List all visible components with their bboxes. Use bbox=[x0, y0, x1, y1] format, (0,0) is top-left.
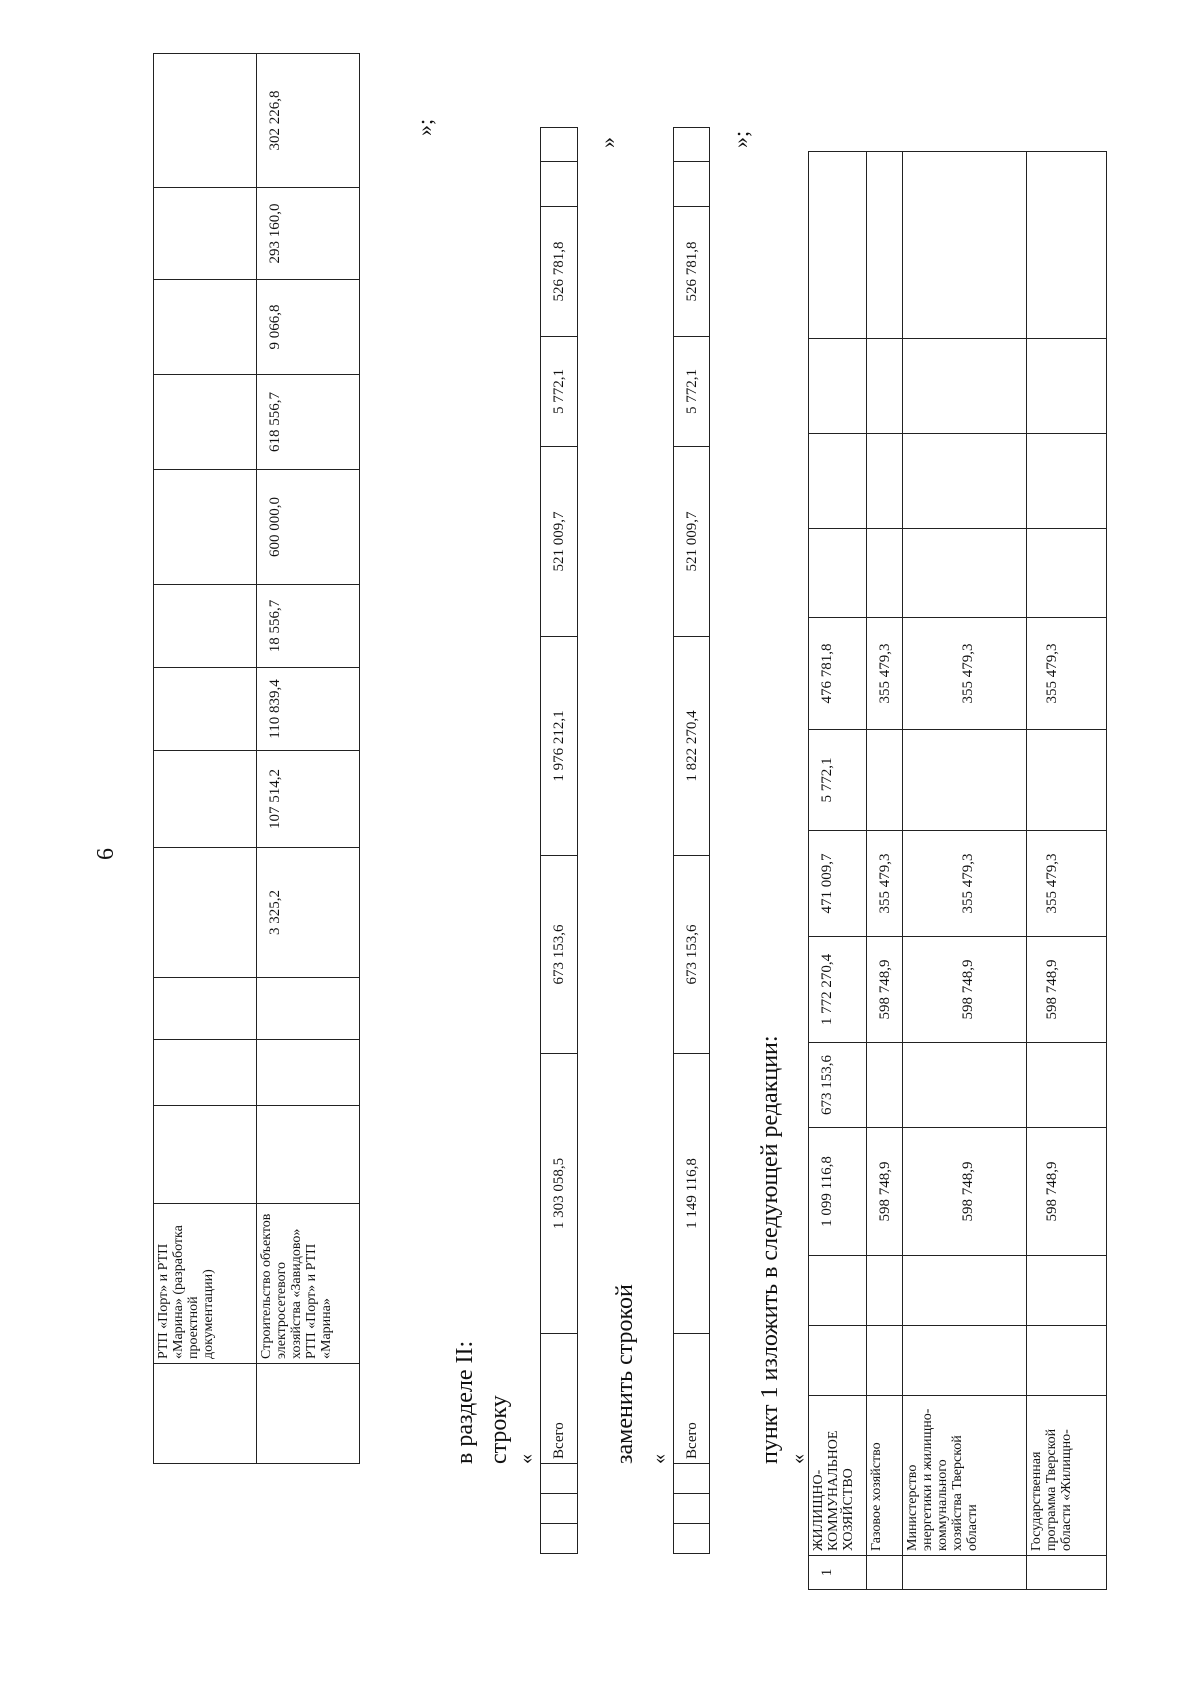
table-cell: 526 781,8 bbox=[674, 207, 710, 337]
table-row bbox=[674, 128, 710, 1554]
table-cell bbox=[154, 280, 257, 375]
table-cell: 9 066,8 bbox=[257, 280, 360, 375]
table-cell: 598 748,9 bbox=[867, 937, 903, 1043]
row-number: 1 bbox=[809, 1556, 867, 1590]
open-quote: « bbox=[787, 1454, 809, 1464]
closing-quote: »; bbox=[412, 118, 437, 136]
table-cell bbox=[257, 1040, 360, 1106]
table-cell bbox=[809, 529, 867, 618]
old-total-table bbox=[540, 127, 578, 1554]
table-cell: 355 479,3 bbox=[903, 618, 1027, 730]
table-cell bbox=[903, 339, 1027, 434]
table-cell bbox=[154, 470, 257, 585]
table-cell: 355 479,3 bbox=[867, 618, 903, 730]
table-cell bbox=[867, 339, 903, 434]
open-quote: « bbox=[648, 1454, 670, 1464]
table-cell: 355 479,3 bbox=[1027, 831, 1107, 937]
table-cell bbox=[1027, 339, 1107, 434]
table-cell bbox=[867, 1043, 903, 1128]
table-cell bbox=[1027, 730, 1107, 831]
row-label: Государственная программа Тверской области «Жилищно- bbox=[1027, 1396, 1107, 1556]
open-quote: « bbox=[515, 1454, 537, 1464]
table-cell: 293 160,0 bbox=[257, 188, 360, 280]
table-cell: 1 822 270,4 bbox=[674, 637, 710, 856]
table-cell: 673 153,6 bbox=[809, 1043, 867, 1128]
table-cell bbox=[867, 529, 903, 618]
table-cell bbox=[154, 978, 257, 1040]
table-row bbox=[541, 128, 578, 1554]
table-cell: 471 009,7 bbox=[809, 831, 867, 937]
table-cell bbox=[541, 1524, 578, 1554]
row-number bbox=[903, 1556, 1027, 1590]
table-cell bbox=[154, 54, 257, 188]
table-row bbox=[257, 54, 360, 1464]
table-cell: 3 325,2 bbox=[257, 848, 360, 978]
page-number: 6 bbox=[93, 848, 119, 860]
closing-quote: »; bbox=[728, 130, 753, 148]
row-label: Всего bbox=[674, 1334, 710, 1464]
table-cell bbox=[903, 152, 1027, 339]
table-cell: 1 772 270,4 bbox=[809, 937, 867, 1043]
point1-heading: пункт 1 изложить в следующей редакции: bbox=[757, 1035, 783, 1464]
new-total-table bbox=[673, 127, 710, 1554]
table-cell bbox=[809, 1256, 867, 1326]
table-cell bbox=[809, 339, 867, 434]
point1-table bbox=[808, 151, 1107, 1590]
row-label: Всего bbox=[541, 1334, 578, 1464]
table-cell: 598 748,9 bbox=[1027, 937, 1107, 1043]
table-cell: 1 099 116,8 bbox=[809, 1128, 867, 1256]
table-cell: 5 772,1 bbox=[809, 730, 867, 831]
table-cell: 521 009,7 bbox=[674, 447, 710, 637]
table-cell bbox=[154, 848, 257, 978]
table-cell bbox=[809, 1326, 867, 1396]
row-label: Строительство объектов электросетевого хозяйства «Завидово» РТП «Порт» и РТП «Марина» bbox=[257, 1204, 360, 1364]
table-cell: 673 153,6 bbox=[541, 856, 578, 1054]
table-cell: 1 976 212,1 bbox=[541, 637, 578, 856]
table-cell bbox=[867, 152, 903, 339]
table-cell bbox=[1027, 529, 1107, 618]
table-cell: 5 772,1 bbox=[674, 337, 710, 447]
table-cell: 18 556,7 bbox=[257, 585, 360, 668]
table-cell bbox=[154, 1364, 257, 1464]
table-cell: 598 748,9 bbox=[867, 1128, 903, 1256]
table-cell bbox=[674, 162, 710, 207]
table-cell bbox=[674, 1464, 710, 1494]
table-cell bbox=[154, 1106, 257, 1204]
table-cell: 476 781,8 bbox=[809, 618, 867, 730]
row-label: РТП «Порт» и РТП «Марина» (разработка проектной документации) bbox=[154, 1204, 257, 1364]
top-table bbox=[153, 53, 360, 1464]
section-heading: в разделе II: bbox=[452, 1340, 478, 1464]
table-cell bbox=[257, 1364, 360, 1464]
table-cell: 355 479,3 bbox=[903, 831, 1027, 937]
table-cell bbox=[1027, 1256, 1107, 1326]
table-cell bbox=[809, 434, 867, 529]
table-cell bbox=[257, 978, 360, 1040]
table-cell bbox=[1027, 1326, 1107, 1396]
table-cell bbox=[1027, 1043, 1107, 1128]
table-cell bbox=[903, 730, 1027, 831]
table-cell: 355 479,3 bbox=[867, 831, 903, 937]
table-cell bbox=[903, 529, 1027, 618]
table-cell: 1 149 116,8 bbox=[674, 1054, 710, 1334]
row-label: Министерство энергетики и жилищно-коммунального хозяйства Тверской области bbox=[903, 1396, 1027, 1556]
row-number bbox=[1027, 1556, 1107, 1590]
table-cell: 526 781,8 bbox=[541, 207, 578, 337]
text-line: строку bbox=[486, 1395, 512, 1464]
table-cell bbox=[674, 1524, 710, 1554]
table-cell bbox=[154, 751, 257, 848]
table-cell bbox=[867, 730, 903, 831]
table-cell: 1 303 058,5 bbox=[541, 1054, 578, 1334]
table-cell bbox=[154, 1040, 257, 1106]
table-cell bbox=[1027, 434, 1107, 529]
table-cell bbox=[903, 1256, 1027, 1326]
table-row bbox=[867, 152, 903, 1590]
table-row bbox=[903, 152, 1027, 1590]
table-cell bbox=[867, 434, 903, 529]
table-cell bbox=[154, 668, 257, 751]
table-cell: 598 748,9 bbox=[1027, 1128, 1107, 1256]
table-cell: 355 479,3 bbox=[1027, 618, 1107, 730]
table-row bbox=[154, 54, 257, 1464]
table-cell: 521 009,7 bbox=[541, 447, 578, 637]
table-cell bbox=[867, 1326, 903, 1396]
row-number bbox=[867, 1556, 903, 1590]
table-cell bbox=[257, 1106, 360, 1204]
table-cell bbox=[674, 1494, 710, 1524]
table-cell: 598 748,9 bbox=[903, 1128, 1027, 1256]
table-row bbox=[809, 152, 867, 1590]
table-cell: 598 748,9 bbox=[903, 937, 1027, 1043]
table-cell bbox=[903, 434, 1027, 529]
table-cell: 110 839,4 bbox=[257, 668, 360, 751]
table-cell bbox=[809, 152, 867, 339]
table-cell bbox=[154, 188, 257, 280]
table-row bbox=[1027, 152, 1107, 1590]
closing-quote: » bbox=[595, 137, 620, 148]
table-cell: 5 772,1 bbox=[541, 337, 578, 447]
table-cell: 107 514,2 bbox=[257, 751, 360, 848]
table-cell bbox=[903, 1043, 1027, 1128]
table-cell bbox=[541, 162, 578, 207]
row-label: ЖИЛИЩНО-КОММУНАЛЬНОЕ ХОЗЯЙСТВО bbox=[809, 1396, 867, 1556]
table-cell bbox=[154, 375, 257, 470]
row-label: Газовое хозяйство bbox=[867, 1396, 903, 1556]
table-cell bbox=[867, 1256, 903, 1326]
table-cell: 618 556,7 bbox=[257, 375, 360, 470]
table-cell bbox=[154, 585, 257, 668]
table-cell: 302 226,8 bbox=[257, 54, 360, 188]
table-cell bbox=[541, 1494, 578, 1524]
table-cell bbox=[541, 128, 578, 162]
table-cell bbox=[674, 128, 710, 162]
table-cell bbox=[903, 1326, 1027, 1396]
table-cell: 600 000,0 bbox=[257, 470, 360, 585]
replace-text: заменить строкой bbox=[612, 1284, 638, 1464]
table-cell: 673 153,6 bbox=[674, 856, 710, 1054]
table-cell bbox=[541, 1464, 578, 1494]
table-cell bbox=[1027, 152, 1107, 339]
